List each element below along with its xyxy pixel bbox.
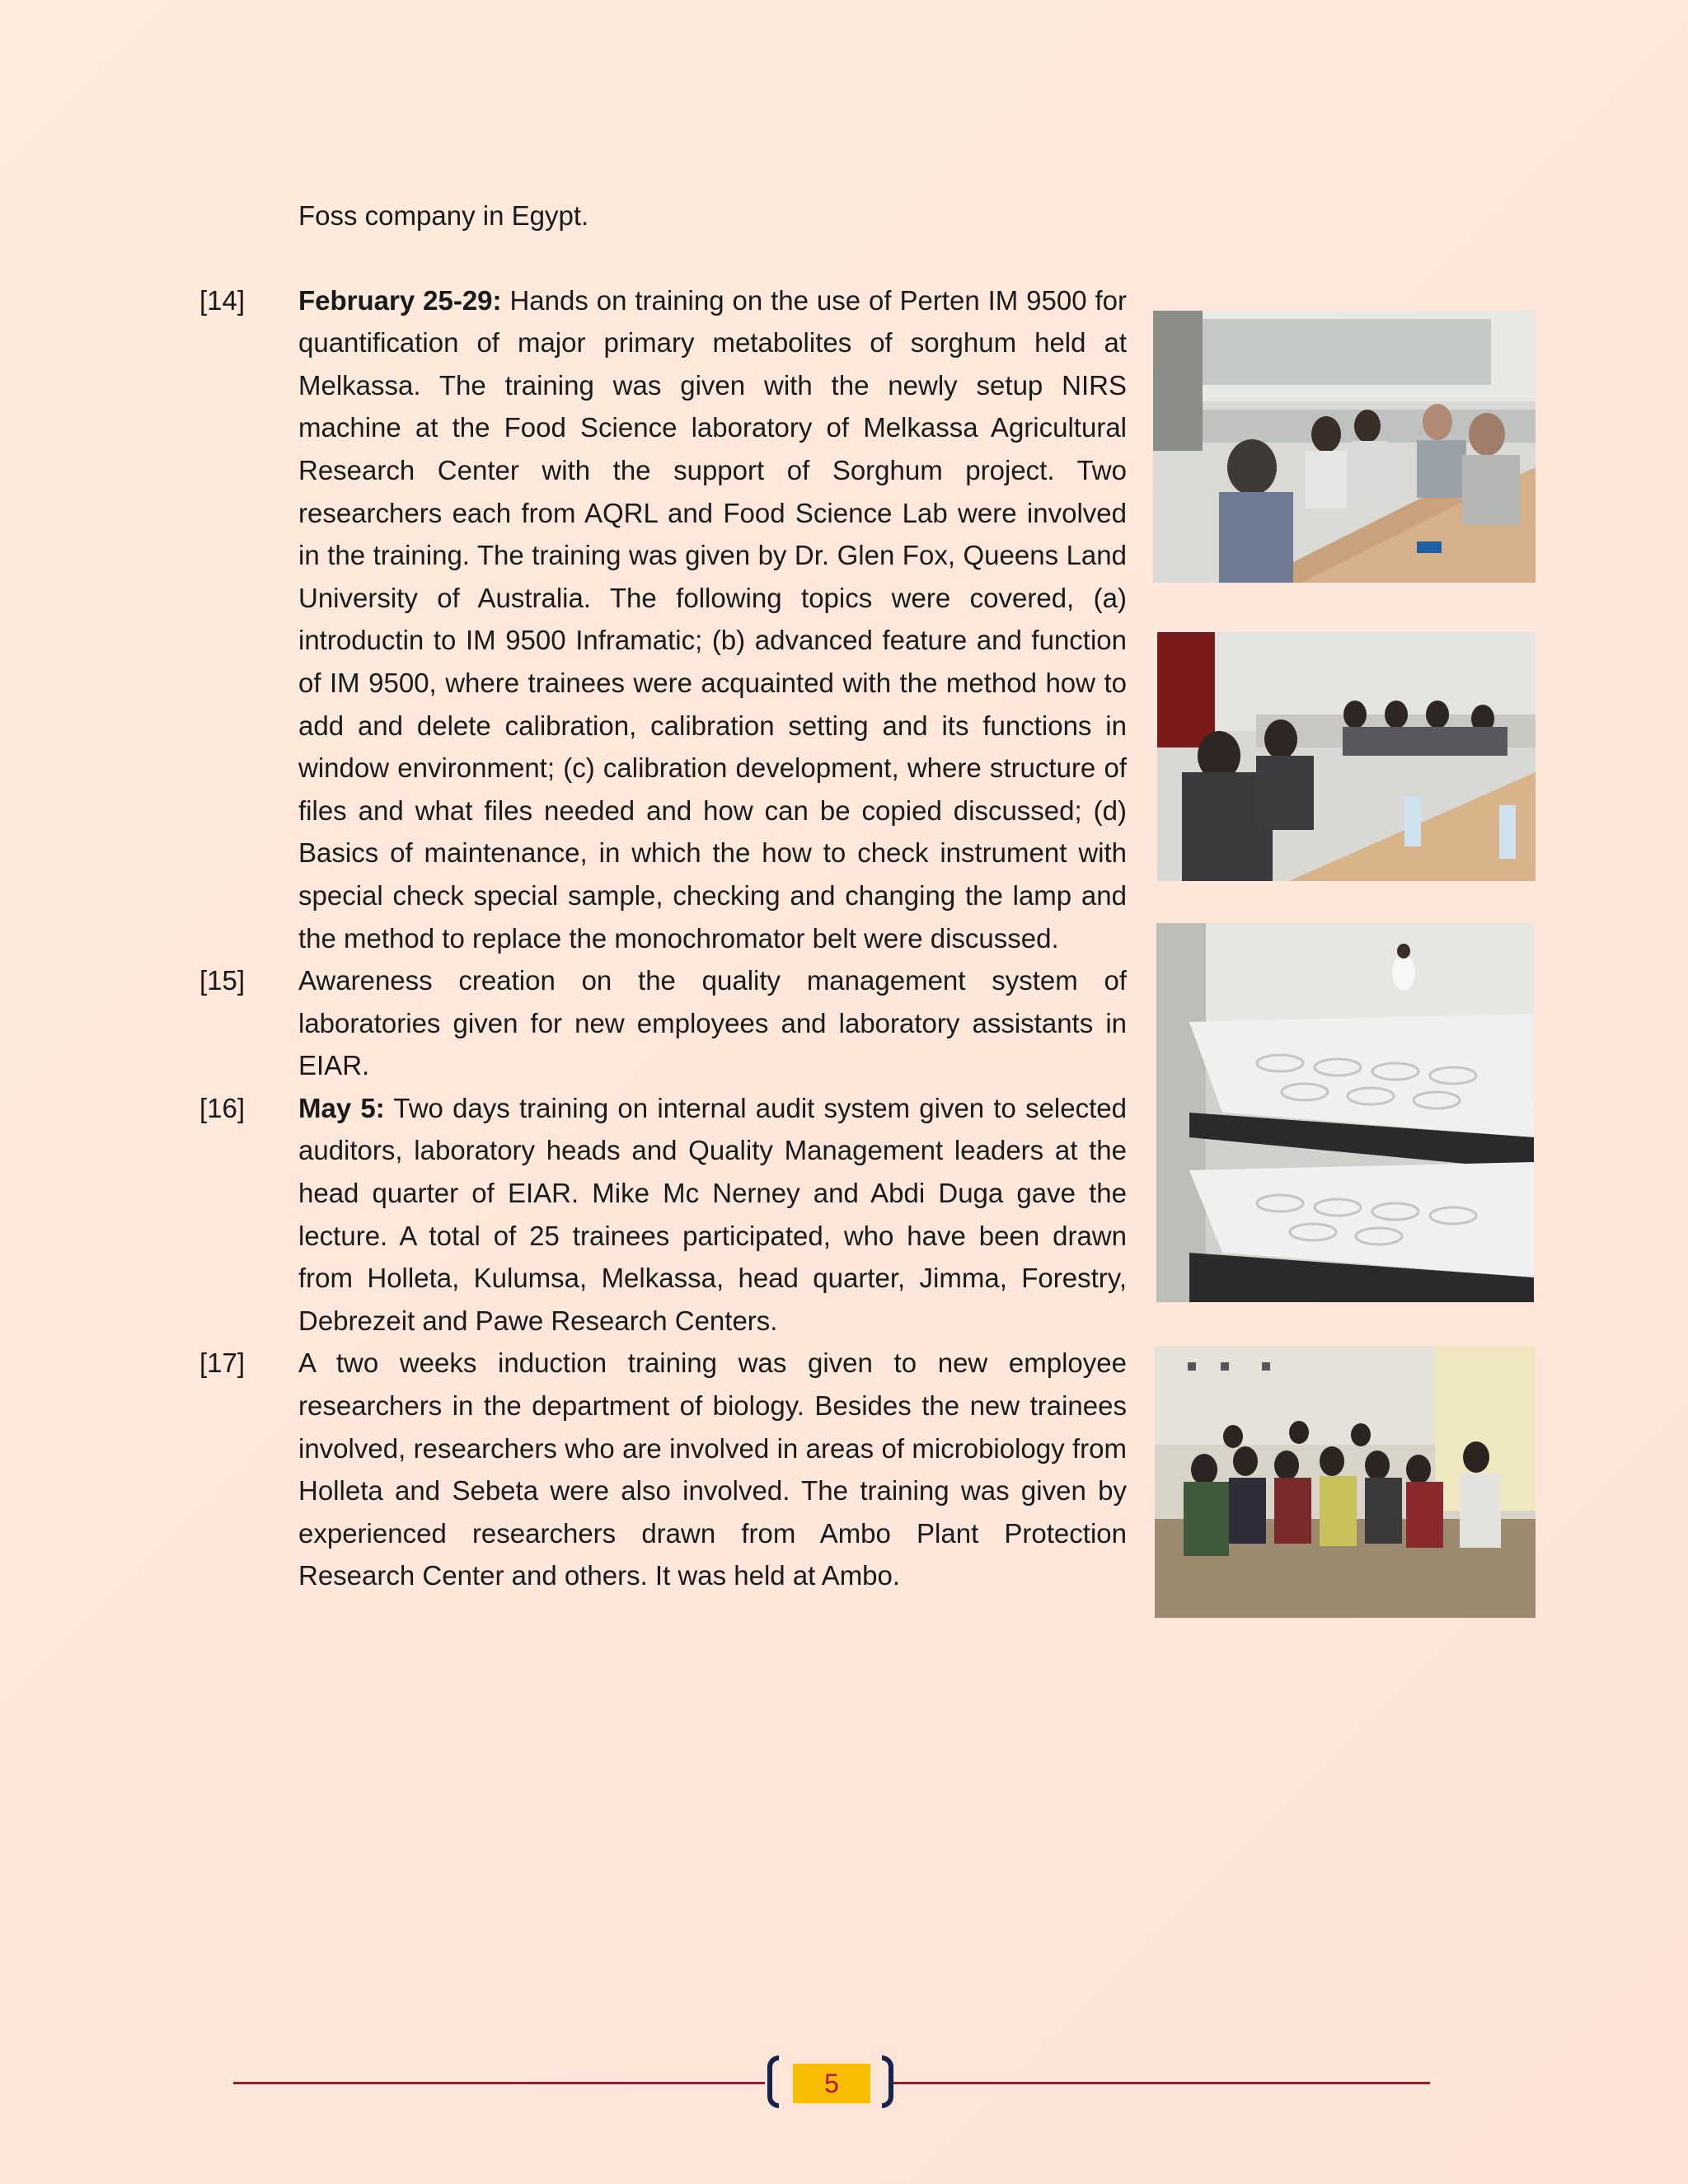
entry-15	[199, 959, 1127, 1087]
footer-rule-right	[893, 2082, 1430, 2084]
entry-body	[298, 1342, 1127, 1597]
footer-bracket-right	[882, 2055, 893, 2108]
footer-rule-left	[233, 2082, 765, 2084]
photo-lab-petri-dishes	[1156, 923, 1534, 1302]
entry-text: Hands on training on the use of Perten IM 9500 for quantification of major primary metabolites of sorghum held at Melkassa. The training was given with the newly setup NIRS machine at the Food Science laboratory of Melkassa Agricultural Research Center with the support of Sorghum project. Two researchers each from AQRL and Food Science Lab were involved in the training. The training was given by Dr. Glen Fox, Queens Land University of Australia. The following topics were covered, (a) introductin to IM 9500 Inframatic; (b) advanced feature and function of IM 9500, where trainees were acquainted with the method how to add and delete calibration, calibration setting and its functions in window environment; (c) calibration development, where structure of files and what files needed and how can be copied discussed; (d) Basics of maintenance, in which the how to check instrument with special check special sample, checking and changing the lamp and the method to replace the monochromator belt were discussed.	[298, 284, 1127, 954]
entry-text: Awareness creation on the quality management system of laboratories given for new employees and laboratory assistants in EIAR.	[298, 965, 1127, 1081]
photo-lecture-hall	[1155, 1346, 1536, 1618]
entry-date: May 5:	[298, 1092, 385, 1123]
photo-lab-training	[1153, 311, 1536, 583]
entry-text: A two weeks induction training was given to new employee researchers in the department of biology. Besides the new trainees involved, researchers who are involved in areas of microbiology from Holleta and Sebeta were also involved. The training was given by experienced researchers drawn from Ambo Plant Protection Research Center and others. It was held at Ambo.	[298, 1347, 1127, 1591]
page-number: 5	[793, 2064, 870, 2103]
entry-body	[298, 1087, 1127, 1343]
entry-number: [14]	[199, 284, 246, 316]
entry-number: [17]	[199, 1347, 246, 1379]
entry-date: February 25-29:	[298, 284, 502, 316]
entry-body	[298, 279, 1127, 960]
entry-17	[199, 1342, 1127, 1597]
text-column	[199, 194, 1127, 1597]
entry-number: [15]	[199, 965, 246, 996]
entry-number: [16]	[199, 1092, 246, 1123]
intro-line: Foss company in Egypt.	[298, 200, 589, 231]
entry-16	[199, 1087, 1127, 1343]
photo-meeting-room	[1157, 632, 1536, 881]
entry-text: Two days training on internal audit system given to selected auditors, laboratory heads and Quality Management leaders at the head quarter of EIAR. Mike Mc Nerney and Abdi Duga gave the lecture. A total of 25 trainees participated, who have been drawn from Holleta, Kulumsa, Melkassa, head quarter, Jimma, Forestry, Debrezeit and Pawe Research Centers.	[298, 1092, 1127, 1336]
footer-bracket-left	[767, 2055, 779, 2108]
entry-body	[298, 959, 1127, 1087]
entry-14	[199, 279, 1127, 960]
